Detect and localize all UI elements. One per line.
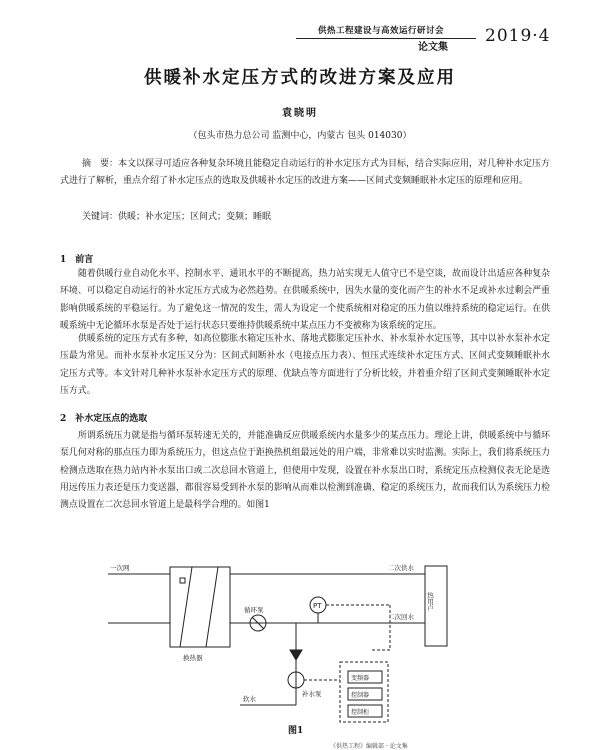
- label-cabinet-3: 控制柜: [351, 709, 370, 716]
- label-secondary-supply: 二次供水: [388, 564, 414, 572]
- section-1-heading: 1 前言: [60, 255, 94, 265]
- section-1-paragraph-1: 随着供暖行业自动化水平、控制水平、通讯水平的不断提高，热力站实现无人值守已不是空谈，故而设计出适应各种复杂环境、可以稳定自动运行的补水定压方式成为必然趋势。在供暖系统中，因失水量的变化而产生的补水不足或补水过剩会严重影响供暖系统的平稳运行。为了避免这一情况的发生，需人为设定一个使系统相对稳定的压力值以维持系统的稳定运行。在供暖系统中无论循环水泵是否处于运行状态只要维持供暖系统中某点压力不变被称为该系统的定压。: [60, 269, 550, 331]
- author-name: 袁晓明: [282, 108, 318, 119]
- exchanger-port: [180, 578, 185, 583]
- label-cabinet-1: 变频器: [351, 675, 370, 682]
- section-2-paragraph-1: 所谓系统压力就是指与循环泵转速无关的，并能准确反应供暖系统内水量多少的某点压力。理论上讲，供暖系统中与循环泵几何对称的那点压力即为系统压力，但这点位于距换热机组最远处的用户端，非常难以实时监测。实际上，我们将系统压力检测点选取在热力站内补水泵出口或二次总回水管道上，但使用中发现，设置在补水泵出口时，系统定压点检测仪表无论是选用远传压力表还是压力变送器，都很容易受到补水泵的影响从而难以检测到准确、稳定的系统压力，故而我们认为系统压力检测点设置在二次总回水管道上是最科学合理的。如图1: [60, 431, 550, 511]
- author-affiliation: （包头市热力总公司 监测中心，内蒙古 包头 014030）: [188, 131, 412, 141]
- keywords: 关键词：供暖；补水定压；区间式；变频；睡眠: [82, 212, 272, 222]
- label-primary-supply: 一次网: [110, 564, 130, 572]
- label-makeup-pump: 补水泵: [302, 690, 322, 698]
- label-cabinet-2: 控制器: [351, 692, 370, 699]
- issue-year: 2019·4: [485, 26, 551, 46]
- label-exchanger: 换热器: [183, 654, 203, 662]
- label-softened-water: 软水: [243, 695, 256, 703]
- collection-label: 论文集: [418, 42, 448, 53]
- page-footer: 《供热工程》编辑部 · 论文集: [330, 743, 408, 750]
- paper-title: 供暖补水定压方式的改进方案及应用: [144, 68, 456, 88]
- label-secondary-return: 二次回水: [388, 613, 414, 621]
- label-pt: PT: [313, 602, 322, 610]
- label-circulation-pump: 循环泵: [244, 606, 264, 614]
- check-valve-icon: [290, 650, 302, 660]
- heat-exchanger: [170, 567, 230, 647]
- section-2-heading: 2 补水定压点的选取: [60, 414, 148, 424]
- section-1-paragraph-2: 供暖系统的定压方式有多种，如高位膨胀水箱定压补水、落地式膨胀定压补水、补水泵补水定压等，其中以补水泵补水定压最为常见。而补水泵补水定压又分为：区间式间断补水（电接点压力表）、恒压式连续补水定压方式、区间式变频睡眠补水定压方式等。本文针对几种补水泵补水定压方式的原理、优缺点等方面进行了分析比较，并着重介绍了区间式变频睡眠补水定压方式。: [60, 334, 550, 396]
- conference-name: 供热工程建设与高效运行研讨会: [318, 26, 445, 36]
- exchanger-plate-line: [206, 567, 218, 647]
- abstract: 摘 要：本文以探寻可适应各种复杂环境且能稳定自动运行的补水定压方式为目标，结合实际应用，对几种补水定压方式进行了解析，重点介绍了补水定压点的选取及供暖补水定压的改进方案——区间式变频睡眠补水定压的原理和应用。: [60, 159, 551, 186]
- exchanger-plate-line: [180, 567, 192, 647]
- label-user-side: 热用户: [426, 592, 434, 612]
- figure-caption: 图1: [288, 726, 304, 736]
